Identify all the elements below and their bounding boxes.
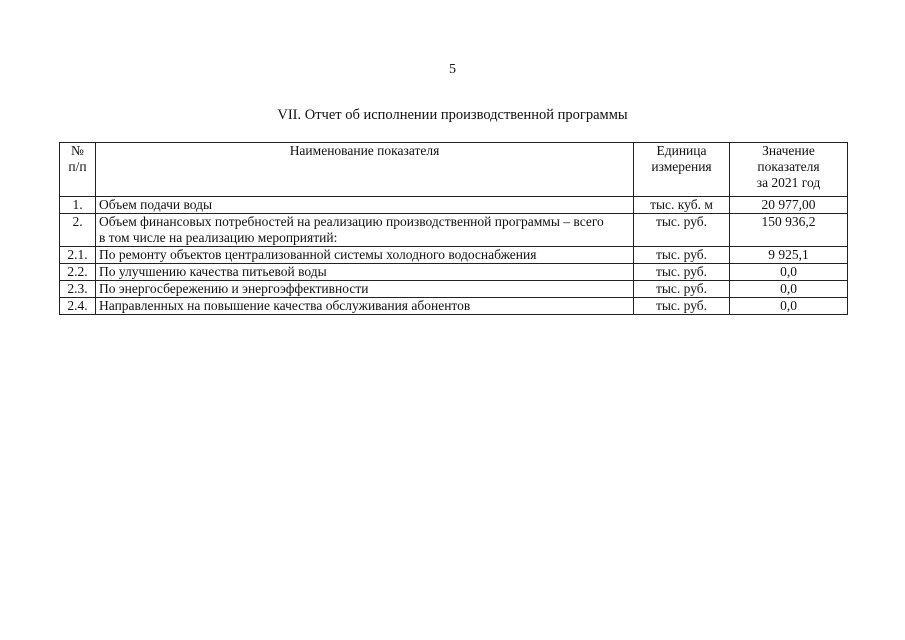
table-row <box>60 247 848 264</box>
header-value-line1: Значение <box>762 143 815 158</box>
row-indicator-name: По улучшению качества питьевой воды <box>96 264 634 281</box>
row-unit: тыс. руб. <box>634 214 730 247</box>
row-indicator-name: По энергосбережению и энергоэффективности <box>96 281 634 298</box>
row-number: 2.3. <box>60 281 96 298</box>
table-row <box>60 214 848 247</box>
row-indicator-name: Направленных на повышение качества обслуживания абонентов <box>96 298 634 315</box>
header-number-line2: п/п <box>68 159 87 174</box>
production-program-report-table <box>59 142 848 315</box>
row-indicator-name-text: Объем финансовых потребностей на реализацию производственной программы – всего <box>99 214 604 229</box>
row-unit: тыс. руб. <box>634 281 730 298</box>
header-indicator-name: Наименование показателя <box>96 143 634 197</box>
row-value: 0,0 <box>730 298 848 315</box>
header-unit-line2: измерения <box>651 159 712 174</box>
row-unit: тыс. руб. <box>634 264 730 281</box>
row-number: 2.4. <box>60 298 96 315</box>
row-indicator-name: Объем подачи воды <box>96 197 634 214</box>
row-unit: тыс. руб. <box>634 247 730 264</box>
header-unit <box>634 143 730 197</box>
row-indicator-name: По ремонту объектов централизованной системы холодного водоснабжения <box>96 247 634 264</box>
header-number <box>60 143 96 197</box>
page-number: 5 <box>449 62 456 77</box>
header-value-line3: за 2021 год <box>756 175 821 190</box>
row-value: 0,0 <box>730 264 848 281</box>
row-indicator-name <box>96 214 634 247</box>
header-number-line1: № <box>71 143 84 158</box>
table-header-row <box>60 143 848 197</box>
table-row <box>60 298 848 315</box>
row-unit: тыс. куб. м <box>634 197 730 214</box>
table-row <box>60 281 848 298</box>
header-value-line2: показателя <box>757 159 820 174</box>
row-value: 9 925,1 <box>730 247 848 264</box>
row-number: 2.1. <box>60 247 96 264</box>
row-number: 2.2. <box>60 264 96 281</box>
header-value <box>730 143 848 197</box>
row-unit: тыс. руб. <box>634 298 730 315</box>
row-number: 1. <box>60 197 96 214</box>
row-value: 150 936,2 <box>730 214 848 247</box>
table-row <box>60 197 848 214</box>
row-value: 0,0 <box>730 281 848 298</box>
section-title: VII. Отчет об исполнении производственной программы <box>277 107 628 123</box>
row-indicator-name-note: в том числе на реализацию мероприятий: <box>99 230 338 245</box>
header-unit-line1: Единица <box>656 143 707 158</box>
row-value: 20 977,00 <box>730 197 848 214</box>
row-number: 2. <box>60 214 96 247</box>
table-row <box>60 264 848 281</box>
